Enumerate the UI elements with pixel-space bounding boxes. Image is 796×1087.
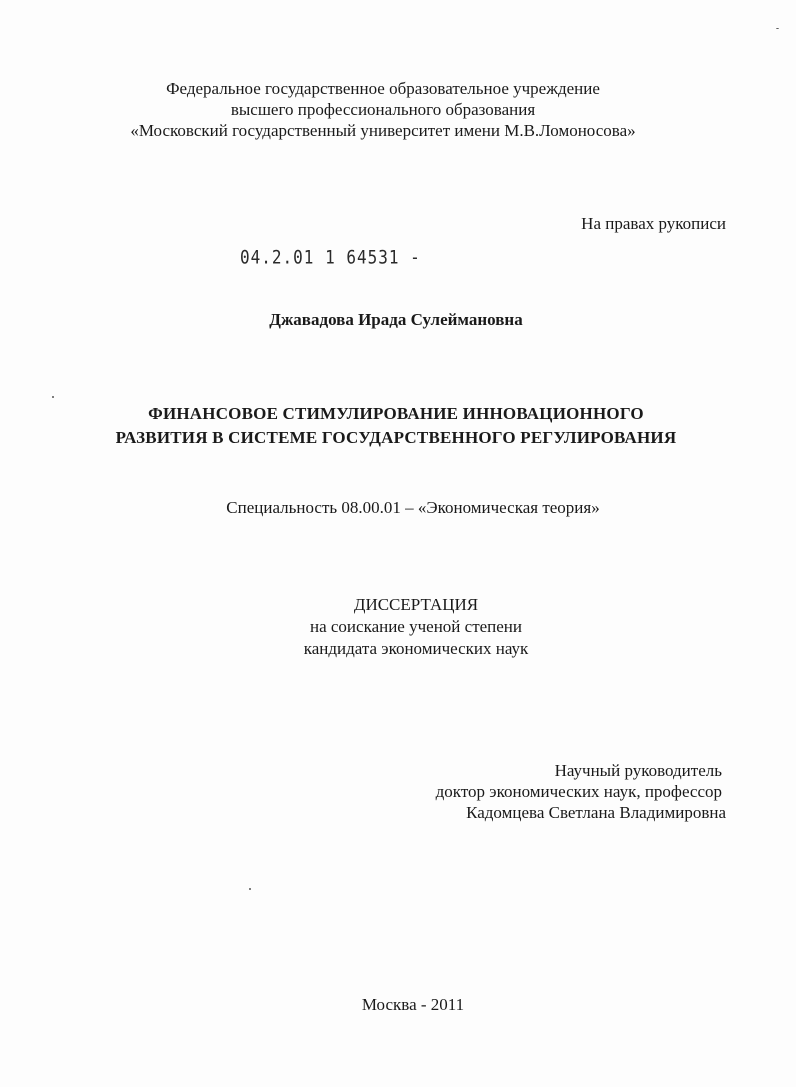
scan-speck — [52, 396, 54, 398]
dissertation-title — [0, 402, 794, 450]
supervisor-degree: доктор экономических наук, профессор — [435, 782, 722, 801]
institution-header — [0, 78, 781, 141]
institution-line-1: Федеральное государственное образовательное учреждение — [166, 79, 600, 98]
supervisor-block — [436, 760, 726, 823]
city-year — [15, 994, 796, 1015]
city-year-text: Москва - 2011 — [361, 995, 465, 1014]
dissertation-line-1: ДИССЕРТАЦИЯ — [353, 595, 479, 614]
supervisor-name: Кадомцева Светлана Владимировна — [466, 803, 726, 822]
author-name — [0, 309, 794, 330]
specialty — [15, 497, 796, 518]
dissertation-line-2: на соискание ученой степени — [309, 617, 523, 636]
supervisor-role: Научный руководитель — [554, 761, 722, 780]
dissertation-line-3: кандидата экономических наук — [303, 639, 529, 658]
registration-stamp: 04.2.01 1 64531 - — [240, 246, 421, 268]
title-line-2: РАЗВИТИЯ В СИСТЕМЕ ГОСУДАРСТВЕННОГО РЕГУЛИРОВАНИЯ — [115, 428, 677, 447]
scan-speck — [776, 28, 779, 29]
title-line-1: ФИНАНСОВОЕ СТИМУЛИРОВАНИЕ ИННОВАЦИОННОГО — [148, 404, 644, 423]
manuscript-note: На правах рукописи — [581, 214, 726, 233]
author-name-text: Джавадова Ирада Сулеймановна — [269, 310, 523, 329]
specialty-text: Специальность 08.00.01 – «Экономическая теория» — [226, 498, 600, 517]
institution-line-3: «Московский государственный университет имени М.В.Ломоносова» — [130, 121, 636, 140]
scan-speck — [249, 888, 251, 890]
institution-line-2: высшего профессионального образования — [230, 100, 536, 119]
dissertation-type — [18, 594, 796, 660]
